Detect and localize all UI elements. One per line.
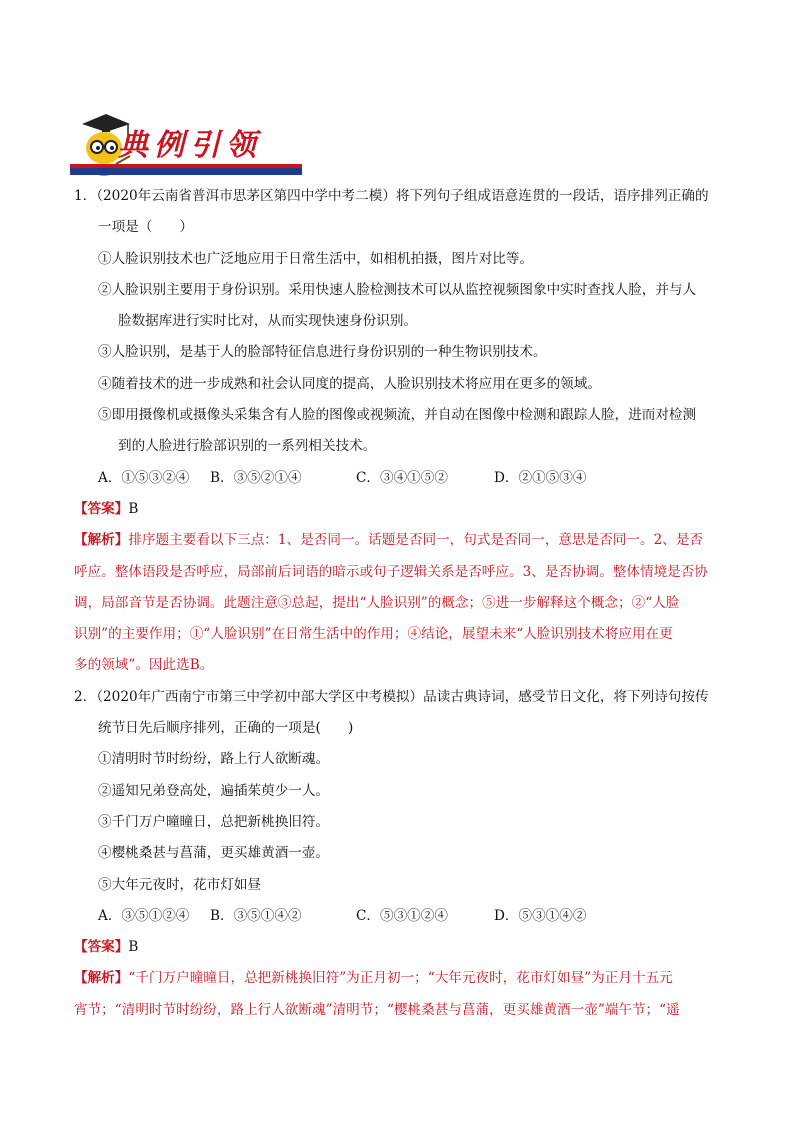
question-stem: 2．（2020年广西南宁市第三中学初中部大学区中考模拟）品读古典诗词，感受节日文化，将下列诗句按传 [74,688,709,705]
sentence-item: ①人脸识别技术也广泛地应用于日常生活中，如相机拍摄，图片对比等。 [98,250,533,267]
option-d: D．⑤③①④② [494,907,587,924]
answer-options [74,901,734,932]
answer-value: B [128,939,139,956]
analysis-text: 识别”的主要作用；①“人脸识别”在日常生活中的作用；④结论，展望未来“人脸识别技术将应用在更 [74,626,673,643]
sentence-item: ⑤即用摄像机或摄像头采集含有人脸的图像或视频流，并自动在图像中检测和跟踪人脸，进而对检测 [98,407,697,424]
answer-value: B [128,500,139,517]
question-stem: 1．（2020年云南省普洱市思茅区第四中学中考二模）将下列句子组成语意连贯的一段话，语序排列正确的 [74,188,709,204]
sentence-item-cont: 到的人脸进行脸部识别的一系列相关技术。 [118,438,377,455]
answer-line [74,932,734,963]
option-c: C．③④①⑤② [356,469,448,486]
question-stem-cont: 一项是（ ） [98,219,194,236]
poem-item: ④樱桃桑甚与菖蒲，更买雄黄酒一壶。 [98,845,330,862]
analysis-text: “千门万户曈曈日，总把新桃换旧符”为正月初一；“大年元夜时，花市灯如昼”为正月十五元 [128,970,673,987]
poem-item: ⑤大年元夜时，花市灯如昼 [98,876,262,893]
answer-tag: 【答案】 [74,939,129,956]
option-b: B．③⑤②①④ [210,469,302,486]
analysis-tag: 【解析】 [74,532,129,549]
analysis-text: 呼应。整体语段是否呼应，局部前后词语的暗示或句子逻辑关系是否呼应。3、是否协调。整体情境是否协 [74,563,708,580]
option-a: A．①⑤③②④ [98,469,190,486]
answer-tag: 【答案】 [74,500,129,517]
analysis-text: 宵节；“清明时节时纷纷，路上行人欲断魂”清明节；“樱桃桑甚与菖蒲，更买雄黄酒一壶”端午节；“遥 [74,1001,680,1018]
sentence-item: ②人脸识别主要用于身份识别。采用快速人脸检测技术可以从监控视频图象中实时查找人脸，并与人 [98,281,697,298]
option-d: D．②①⑤③④ [494,469,587,486]
question-stem-cont: 统节日先后顺序排列，正确的一项是( ) [98,720,354,737]
poem-item: ①清明时节时纷纷，路上行人欲断魂。 [98,751,330,768]
poem-item: ③千门万户曈曈日，总把新桃换旧符。 [98,813,330,830]
banner-underline-blue [70,168,302,175]
question-1 [74,181,734,682]
option-a: A．③⑤①②④ [98,907,190,924]
document-body [74,181,734,1026]
banner-title: 典例引领 [118,128,262,163]
sentence-item-cont: 脸数据库进行实时比对，从而实现快速身份识别。 [118,313,418,330]
answer-options [74,463,734,494]
sentence-item: ④随着技术的进一步成熟和社会认同度的提高，人脸识别技术将应用在更多的领域。 [98,375,601,392]
answer-line [74,494,734,525]
analysis-text: 排序题主要看以下三点：1、是否同一。话题是否同一，句式是否同一，意思是否同一。2、是否 [128,532,704,549]
option-c: C．⑤③①②④ [356,907,448,924]
analysis-line [74,525,734,556]
analysis-text: 调，局部音节是否协调。此题注意③总起，提出“人脸识别”的概念；⑤进一步解释这个概念；②“人脸 [74,594,680,611]
analysis-text: 多的领域”。因此选B。 [74,657,214,674]
poem-item: ②遥知兄弟登高处，遍插茱萸少一人。 [98,782,330,799]
analysis-tag: 【解析】 [74,970,129,987]
question-2 [74,682,734,1026]
option-b: B．③⑤①④② [210,907,302,924]
analysis-line [74,963,734,994]
sentence-item: ③人脸识别，是基于人的脸部特征信息进行身份识别的一种生物识别技术。 [98,344,547,361]
section-banner [70,126,300,176]
